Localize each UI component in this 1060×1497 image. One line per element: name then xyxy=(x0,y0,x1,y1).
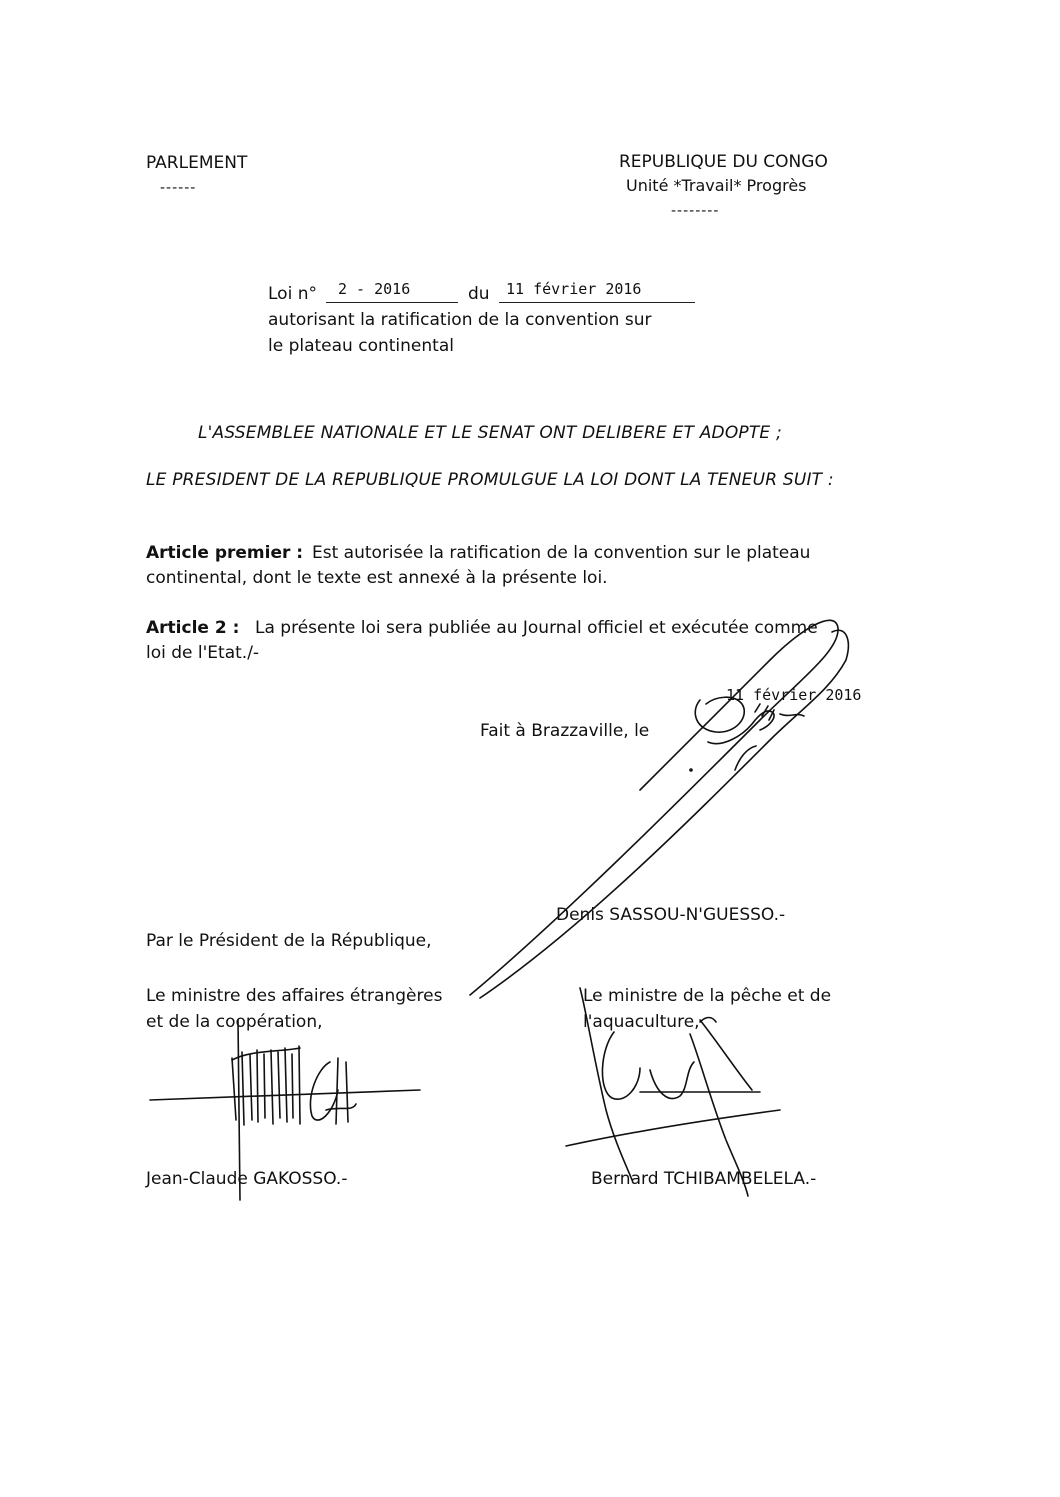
header-right-rule: -------- xyxy=(671,203,720,219)
header-motto: Unité *Travail* Progrès xyxy=(626,176,807,195)
minister-left-title-line1: Le ministre des affaires étrangères xyxy=(146,986,443,1006)
header-parlement: PARLEMENT xyxy=(146,153,248,173)
president-signature xyxy=(470,620,848,998)
article-1-line1: Est autorisée la ratification de la convention sur le plateau xyxy=(312,543,811,563)
law-subject-line2: le plateau continental xyxy=(268,336,454,356)
enacting-line1: L'ASSEMBLEE NATIONALE ET LE SENAT ONT DELIBERE ET ADOPTE ; xyxy=(198,423,782,443)
article-2-line2: loi de l'Etat./- xyxy=(146,643,260,663)
signing-date: 11 février 2016 xyxy=(726,686,862,704)
law-date: 11 février 2016 xyxy=(506,280,642,298)
minister-left-title-line2: et de la coopération, xyxy=(146,1012,323,1032)
article-1-line2: continental, dont le texte est annexé à la présente loi. xyxy=(146,568,608,588)
enacting-line2: LE PRESIDENT DE LA REPUBLIQUE PROMULGUE LA LOI DONT LA TENEUR SUIT : xyxy=(146,470,834,490)
signing-place: Fait à Brazzaville, le xyxy=(480,721,650,741)
minister-right-title-line2: l'aquaculture, xyxy=(583,1012,700,1032)
article-2-label: Article 2 : xyxy=(146,618,240,638)
minister-left-name: Jean-Claude GAKOSSO.- xyxy=(146,1169,348,1189)
law-du: du xyxy=(468,284,490,304)
header-republique: REPUBLIQUE DU CONGO xyxy=(619,152,828,172)
countersign-intro: Par le Président de la République, xyxy=(146,931,432,951)
law-number: 2 - 2016 xyxy=(338,280,411,298)
law-prefix: Loi n° xyxy=(268,284,317,304)
president-name: Denis SASSOU-N'GUESSO.- xyxy=(556,905,786,925)
law-subject-line1: autorisant la ratification de la convention sur xyxy=(268,310,652,330)
minister-right-title-line1: Le ministre de la pêche et de xyxy=(583,986,832,1006)
header-left-rule: ------ xyxy=(160,180,197,196)
law-number-line xyxy=(326,302,458,303)
article-1-label: Article premier : xyxy=(146,543,304,563)
president-signature-dot xyxy=(689,768,693,772)
minister-right-name: Bernard TCHIBAMBELELA.- xyxy=(591,1169,817,1189)
law-date-line xyxy=(499,302,695,303)
article-2-line1: La présente loi sera publiée au Journal officiel et exécutée comme xyxy=(255,618,818,638)
